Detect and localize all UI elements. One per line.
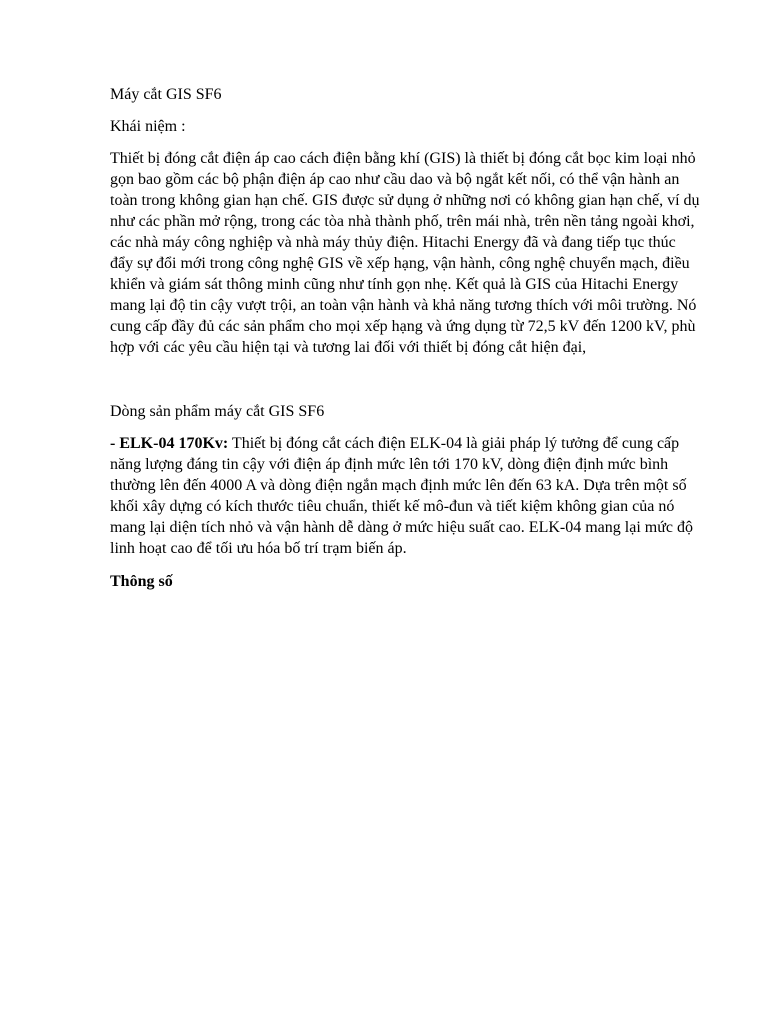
document-title: Máy cắt GIS SF6 <box>110 86 222 103</box>
product-label: - ELK-04 170Kv: <box>110 435 229 452</box>
document-body <box>110 84 702 592</box>
product-line-heading: Dòng sản phẩm máy cắt GIS SF6 <box>110 403 325 420</box>
concept-heading: Khái niệm : <box>110 118 186 135</box>
concept-paragraph: Thiết bị đóng cắt điện áp cao cách điện bằng khí (GIS) là thiết bị đóng cắt bọc kim loại nhỏ gọn bao gồm các bộ phận điện áp cao như cầu dao và bộ ngắt kết nối, có thể vận hành an toàn trong không gian hạn chế. GIS được sử dụng ở những nơi có không gian hạn chế, ví dụ như các phần mở rộng, trong các tòa nhà thành phố, trên mái nhà, trên nền tảng ngoài khơi, các nhà máy công nghiệp và nhà máy thủy điện. Hitachi Energy đã và đang tiếp tục thúc đẩy sự đổi mới trong công nghệ GIS về xếp hạng, vận hành, công nghệ chuyển mạch, điều khiển và giám sát thông minh cũng như tính gọn nhẹ. Kết quả là GIS của Hitachi Energy mang lại độ tin cậy vượt trội, an toàn vận hành và khả năng tương thích với môi trường. Nó cung cấp đầy đủ các sản phẩm cho mọi xếp hạng và ứng dụng từ 72,5 kV đến 1200 kV, phù hợp với các yêu cầu hiện tại và tương lai đối với thiết bị đóng cắt hiện đại, <box>110 150 700 356</box>
product-paragraph <box>110 433 702 559</box>
parameters-heading: Thông số <box>110 573 173 590</box>
product-description: Thiết bị đóng cắt cách điện ELK-04 là giải pháp lý tưởng để cung cấp năng lượng đáng tin cậy với điện áp định mức lên tới 170 kV, dòng điện định mức bình thường lên đến 4000 A và dòng điện ngắn mạch định mức lên đến 63 kA. Dựa trên một số khối xây dựng có kích thước tiêu chuẩn, thiết kế mô-đun và tiết kiệm không gian của nó mang lại diện tích nhỏ và vận hành dễ dàng ở mức hiệu suất cao. ELK-04 mang lại mức độ linh hoạt cao để tối ưu hóa bố trí trạm biến áp. <box>110 435 693 557</box>
